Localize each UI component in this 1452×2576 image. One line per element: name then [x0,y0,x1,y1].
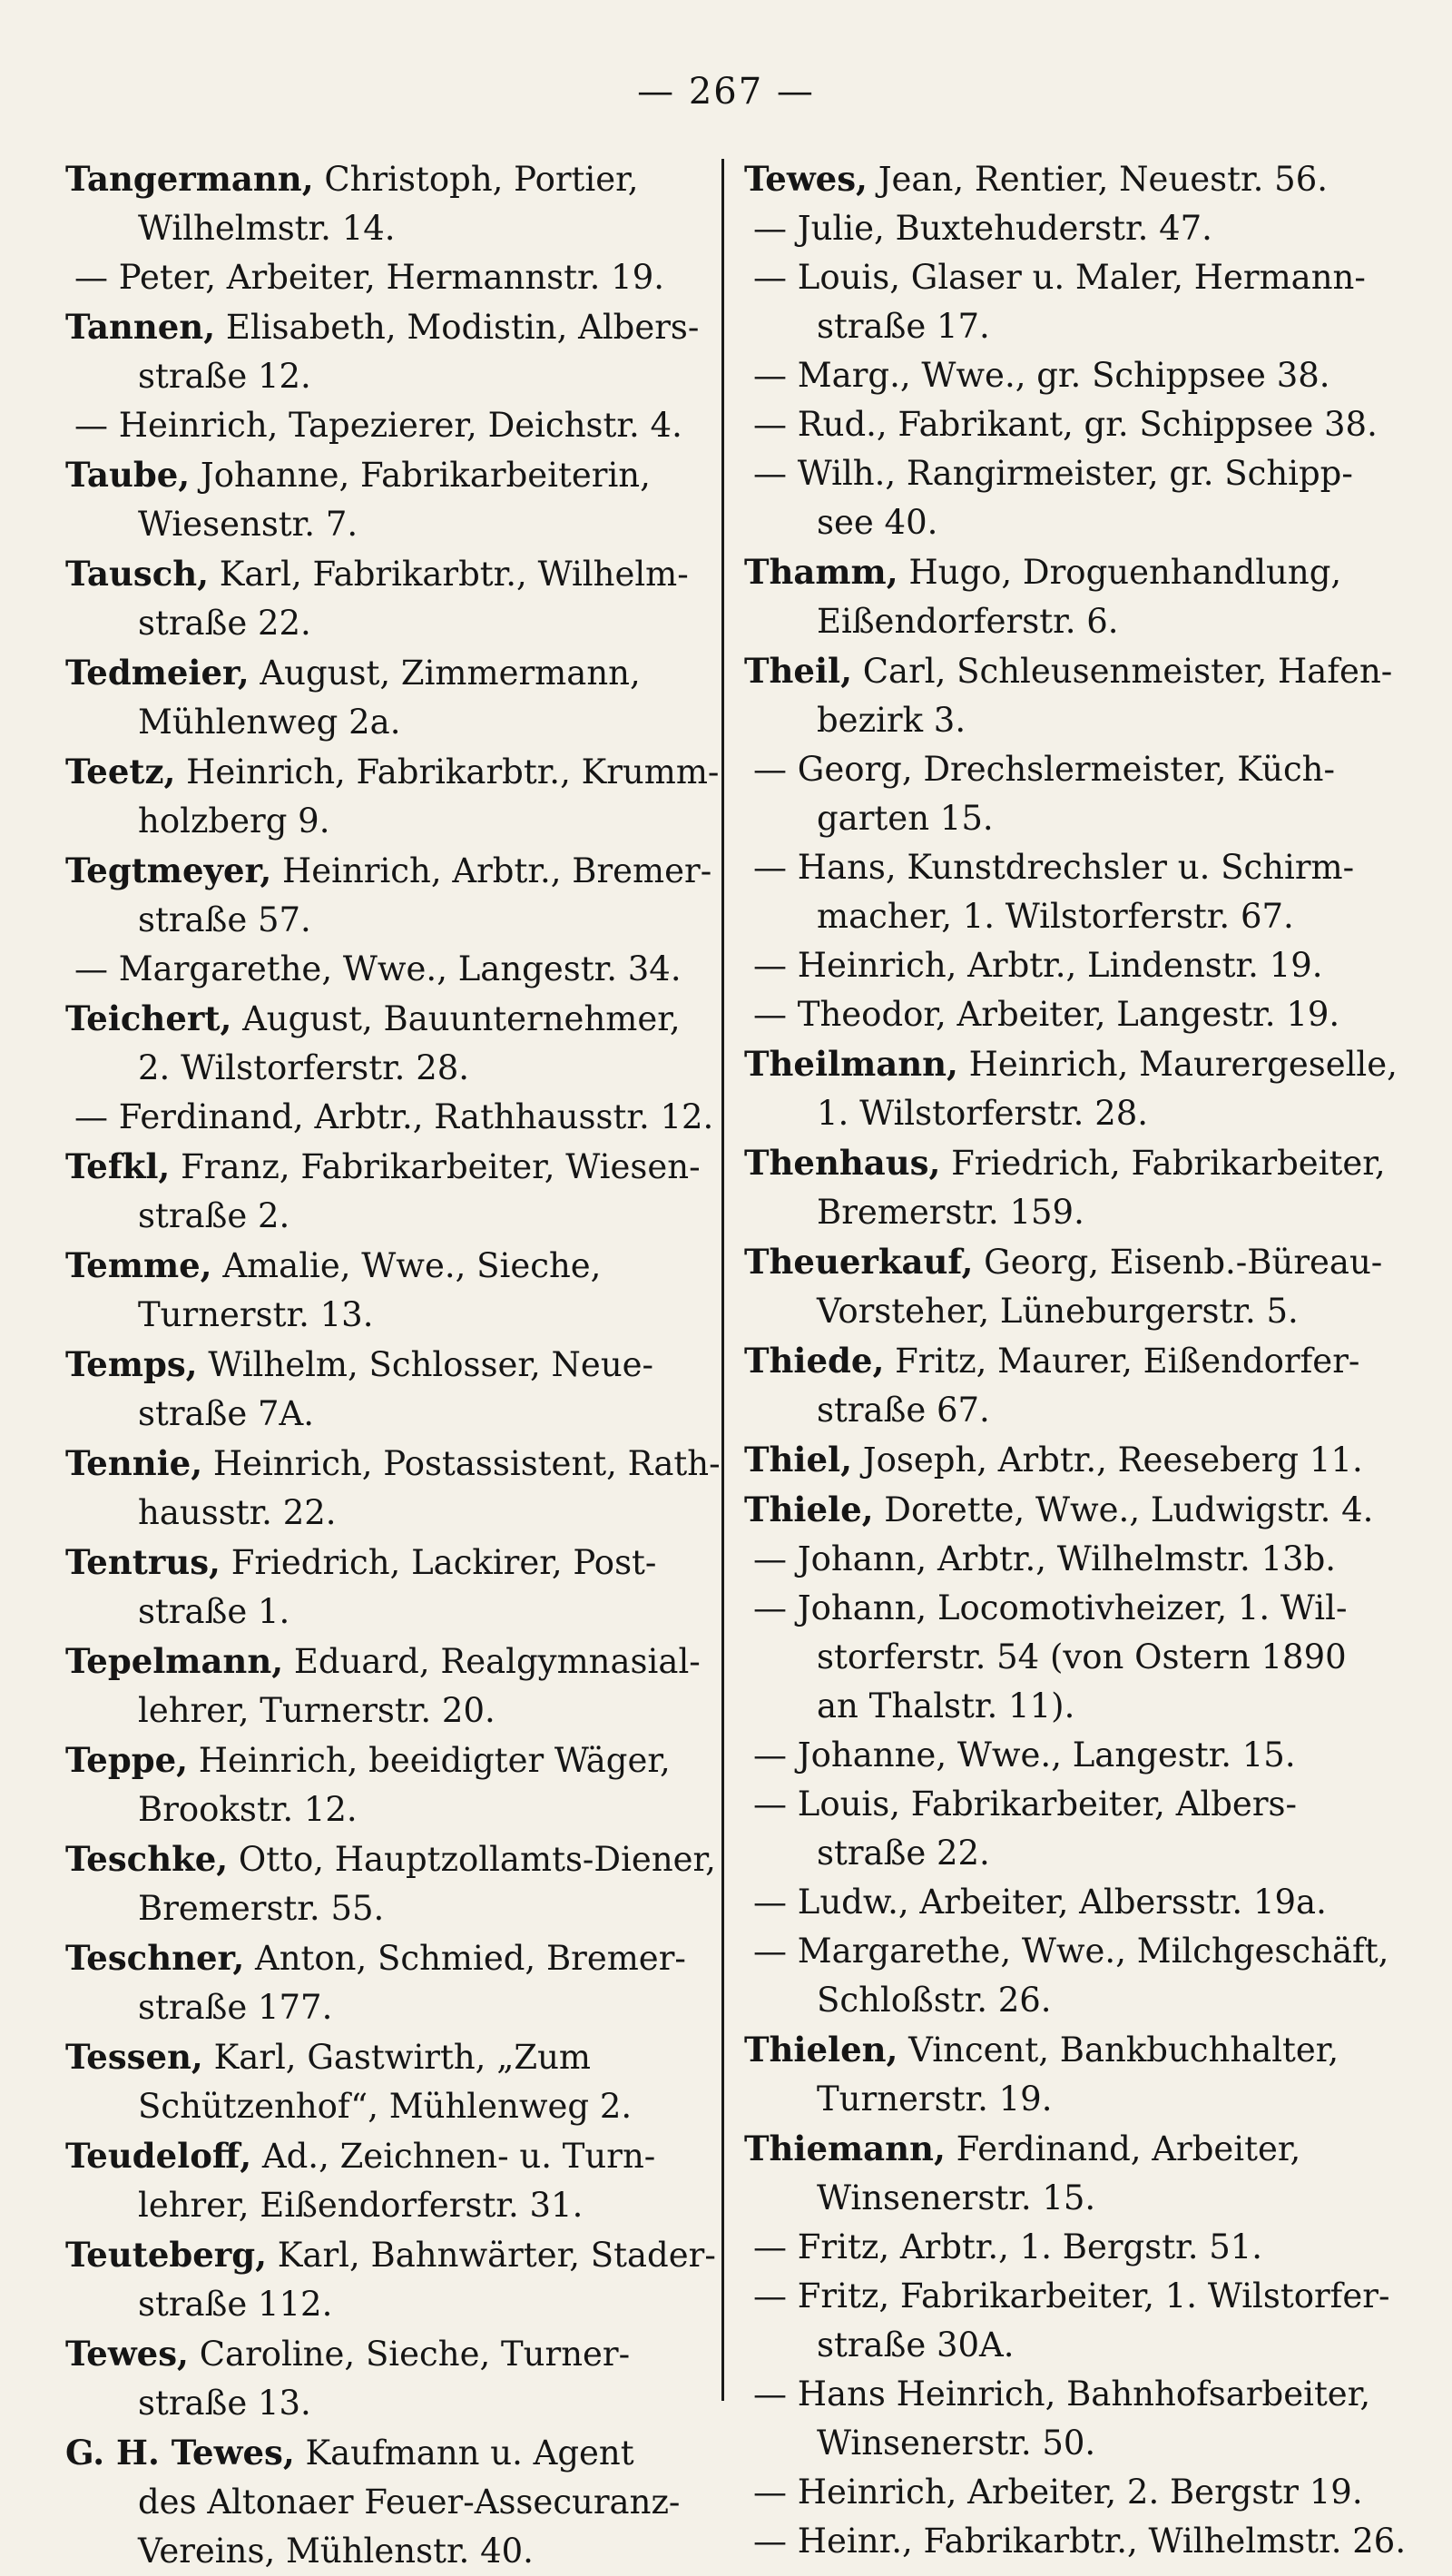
entry-surname: G. H. Tewes, [65,2433,295,2473]
directory-entry [65,401,719,450]
entry-details: Karl, Gastwirth, „Zum [202,2038,591,2077]
entry-details: Friedrich, Lackirer, Post- [220,1543,657,1582]
directory-entry [65,2230,719,2329]
directory-entry [65,994,719,1093]
entry-details: Heinrich, Fabrikarbtr., Krumm- [175,752,720,791]
entry-line [744,1336,1398,1386]
entry-line [65,302,719,352]
directory-entry [744,2124,1398,2223]
entry-continuation-line: Turnerstr. 19. [817,2079,1053,2119]
entry-details: Heinrich, Maurergeselle, [957,1045,1398,1084]
directory-entry [65,1093,719,1142]
entry-continuation-line: Brookstr. 12. [138,1790,358,1829]
directory-entry [744,745,1398,843]
entry-line: — Rud., Fabrikant, gr. Schippsee 38. [753,405,1378,444]
entry-line: — Marg., Wwe., gr. Schippsee 38. [753,356,1330,395]
entry-line: — Heinrich, Arbeiter, 2. Bergstr 19. [753,2473,1363,2512]
entry-line: — Heinrich, Arbtr., Lindenstr. 19. [753,946,1323,985]
entry-line: — Louis, Glaser u. Maler, Hermann- [753,258,1366,297]
directory-entry [744,2272,1398,2370]
entry-details: Joseph, Arbtr., Reeseberg 11. [851,1440,1363,1480]
entry-surname: Tausch, [65,554,210,594]
entry-details: Heinrich, beeidigter Wäger, [188,1741,671,1780]
entry-line [744,2124,1398,2174]
entry-surname: Taube, [65,455,191,495]
entry-surname: Tepelmann, [65,1641,284,1681]
entry-line [65,154,719,204]
entry-line: — Johann, Arbtr., Wilhelmstr. 13b. [753,1539,1337,1578]
entry-line: — Margarethe, Wwe., Milchgeschäft, [753,1932,1389,1971]
entry-surname: Thiemann, [744,2129,946,2168]
directory-entry [65,1735,719,1834]
directory-entry [744,843,1398,941]
entry-details: Heinrich, Arbtr., Bremer- [271,851,712,890]
directory-entry [744,2468,1398,2517]
entry-line [65,846,719,896]
directory-entry [65,253,719,302]
entry-details: Karl, Bahnwärter, Stader- [267,2236,716,2275]
entry-details: Johanne, Fabrikarbeiterin, [190,456,651,495]
entry-line [65,1241,719,1291]
entry-line: — Ludw., Arbeiter, Albersstr. 19a. [753,1883,1327,1922]
entry-continuation-line: straße 17. [817,307,990,346]
entry-surname: Theilmann, [744,1044,958,1084]
entry-details: Dorette, Wwe., Ludwigstr. 4. [873,1490,1374,1529]
entry-line: — Heinr., Fabrikarbtr., Wilhelmstr. 26. [753,2522,1407,2561]
directory-entry [744,2370,1398,2468]
directory-entry [744,1138,1398,1237]
directory-entry [65,2428,719,2576]
directory-entry [65,154,719,253]
entry-continuation-line: hausstr. 22. [138,1493,337,1532]
entry-line: — Johann, Locomotivheizer, 1. Wil- [753,1588,1348,1627]
entry-continuation-line: Eißendorferstr. 6. [817,602,1119,641]
entry-continuation-line: straße 22. [138,604,311,643]
entry-continuation-line: lehrer, Eißendorferstr. 31. [138,2186,584,2225]
left-column [65,154,719,2576]
directory-entry [65,2131,719,2230]
entry-continuation-line: an Thalstr. 11). [817,1686,1075,1726]
directory-entry [744,941,1398,990]
entry-line [744,1138,1398,1188]
directory-entry [744,2223,1398,2272]
directory-entry [744,253,1398,351]
entry-line [65,1142,719,1192]
entry-surname: Thiel, [744,1440,852,1480]
directory-entry [744,2025,1398,2124]
entry-line [65,450,719,500]
entry-surname: Temps, [65,1344,198,1384]
entry-line [744,2025,1398,2075]
directory-entry [744,646,1398,745]
entry-surname: Tewes, [65,2334,189,2374]
entry-surname: Tangermann, [65,159,314,199]
page-number: — 267 — [637,71,815,113]
entry-surname: Teudeloff, [65,2136,252,2176]
entry-line: — Ferdinand, Arbtr., Rathhausstr. 12. [74,1097,714,1136]
entry-continuation-line: Bremerstr. 55. [138,1889,385,1928]
entry-details: Amalie, Wwe., Sieche, [211,1246,602,1285]
entry-continuation-line: straße 12. [138,357,311,396]
directory-entry [744,1485,1398,1535]
entry-details: Vincent, Bankbuchhalter, [898,2030,1339,2070]
entry-continuation-line: straße 177. [138,1988,333,2027]
entry-surname: Thiede, [744,1341,885,1381]
entry-continuation-line: straße 30A. [817,2325,1015,2365]
directory-entry [744,1039,1398,1138]
entry-details: August, Bauunternehmer, [231,999,681,1038]
entry-line [65,1735,719,1785]
entry-details: Wilhelm, Schlosser, Neue- [197,1345,654,1384]
entry-line: — Louis, Fabrikarbeiter, Albers- [753,1785,1298,1824]
entry-line [65,1538,719,1588]
entry-line: — Heinrich, Tapezierer, Deichstr. 4. [74,406,682,445]
directory-entry [65,648,719,747]
entry-line: — Georg, Drechslermeister, Küch- [753,750,1336,789]
entry-line [65,2428,719,2478]
entry-surname: Tefkl, [65,1146,171,1186]
directory-entry [744,1237,1398,1336]
entry-line [65,1637,719,1686]
directory-entry [65,1538,719,1637]
directory-entry [744,1731,1398,1780]
entry-line [65,994,719,1044]
entry-surname: Tegtmeyer, [65,850,272,890]
entry-details: Heinrich, Postassistent, Rath- [202,1444,721,1483]
directory-entry [65,2329,719,2428]
directory-entry [744,1535,1398,1584]
entry-surname: Tedmeier, [65,653,250,693]
directory-entry [65,1241,719,1340]
entry-line [744,1435,1398,1485]
entry-line [744,154,1398,204]
entry-continuation-line: des Altonaer Feuer-Assecuranz- [138,2483,681,2522]
entry-line [65,2032,719,2082]
entry-continuation-line: straße 1. [138,1592,290,1631]
entry-continuation-line: lehrer, Turnerstr. 20. [138,1691,495,1730]
entry-details: Karl, Fabrikarbtr., Wilhelm- [209,555,689,594]
entry-line [65,1834,719,1884]
entry-line: — Margarethe, Wwe., Langestr. 34. [74,949,682,988]
entry-surname: Tennie, [65,1443,203,1483]
entry-surname: Teichert, [65,998,232,1038]
entry-surname: Tewes, [744,159,868,199]
entry-continuation-line: Winsenerstr. 50. [817,2424,1096,2463]
directory-entry [744,1336,1398,1435]
entry-details: Georg, Eisenb.-Büreau- [973,1243,1383,1282]
entry-continuation-line: Vorsteher, Lüneburgerstr. 5. [817,1292,1299,1331]
entry-surname: Thiele, [744,1490,874,1529]
entry-continuation-line: 1. Wilstorferstr. 28. [817,1094,1149,1133]
entry-surname: Teetz, [65,752,176,791]
entry-surname: Thamm, [744,552,898,592]
directory-entry [744,547,1398,646]
directory-entry [65,2032,719,2131]
entry-line: — Theodor, Arbeiter, Langestr. 19. [753,995,1340,1034]
entry-line [65,2131,719,2181]
entry-details: Christoph, Portier, [313,160,639,199]
entry-details: Ferdinand, Arbeiter, [945,2129,1301,2168]
entry-continuation-line: straße 2. [138,1196,290,1235]
entry-details: Jean, Rentier, Neuestr. 56. [867,160,1329,199]
entry-continuation-line: straße 7A. [138,1394,314,1433]
entry-details: Hugo, Droguenhandlung, [898,553,1342,592]
entry-details: Eduard, Realgymnasial- [283,1642,701,1681]
entry-continuation-line: Turnerstr. 13. [138,1295,374,1334]
entry-line [65,747,719,797]
entry-line [65,2329,719,2379]
entry-continuation-line: macher, 1. Wilstorferstr. 67. [817,897,1294,936]
entry-continuation-line: garten 15. [817,799,994,838]
entry-continuation-line: Bremerstr. 159. [817,1193,1084,1232]
directory-entry [744,449,1398,547]
entry-continuation-line: see 40. [817,503,938,542]
entry-continuation-line: straße 13. [138,2384,311,2423]
entry-details: Carl, Schleusenmeister, Hafen- [851,652,1393,691]
entry-surname: Temme, [65,1245,212,1285]
entry-continuation-line: Schloßstr. 26. [817,1981,1052,2020]
entry-continuation-line: Mühlenweg 2a. [138,703,401,742]
entry-line [65,1933,719,1983]
entry-details: Elisabeth, Modistin, Albers- [215,308,700,347]
directory-entry [65,1637,719,1735]
directory-entry [65,846,719,945]
entry-continuation-line: Wiesenstr. 7. [138,505,358,544]
entry-line [744,1485,1398,1535]
entry-line: — Julie, Buxtehuderstr. 47. [753,209,1212,248]
entry-surname: Theuerkauf, [744,1242,974,1282]
directory-entry [65,1340,719,1439]
entry-line: — Hans Heinrich, Bahnhofsarbeiter, [753,2374,1371,2414]
entry-continuation-line: straße 22. [817,1834,990,1873]
directory-entry [65,302,719,401]
entry-details: August, Zimmermann, [249,654,641,693]
entry-details: Otto, Hauptzollamts-Diener, [228,1840,716,1879]
entry-surname: Theil, [744,651,852,691]
directory-entry [744,400,1398,449]
directory-entry [65,1834,719,1933]
entry-line [65,1439,719,1489]
directory-entry [744,990,1398,1039]
entry-line: — Peter, Arbeiter, Hermannstr. 19. [74,258,665,297]
entry-details: Fritz, Maurer, Eißendorfer- [884,1342,1360,1381]
entry-surname: Thielen, [744,2030,898,2070]
entry-line [744,1039,1398,1089]
entry-surname: Tentrus, [65,1542,221,1582]
entry-details: Kaufmann u. Agent [294,2433,634,2473]
directory-entry [744,1584,1398,1731]
directory-entry [65,1142,719,1241]
entry-continuation-line: straße 112. [138,2285,333,2324]
entry-details: Franz, Fabrikarbeiter, Wiesen- [170,1147,701,1186]
entry-line: — Fritz, Arbtr., 1. Bergstr. 51. [753,2227,1263,2266]
entry-surname: Teppe, [65,1740,188,1780]
entry-continuation-line: bezirk 3. [817,701,966,740]
entry-line: — Fritz, Fabrikarbeiter, 1. Wilstorfer- [753,2276,1390,2315]
entry-line [65,2230,719,2280]
entry-continuation-line: Winsenerstr. 15. [817,2178,1096,2217]
right-column [744,154,1407,2566]
entry-continuation-line: Schützenhof“, Mühlenweg 2. [138,2087,633,2126]
entry-surname: Teuteberg, [65,2235,268,2275]
directory-entry [65,549,719,648]
directory-entry [65,945,719,994]
entry-continuation-line: storferstr. 54 (von Ostern 1890 [817,1637,1347,1676]
directory-entry [744,154,1398,204]
entry-line [65,1340,719,1390]
entry-line [744,547,1398,597]
directory-entry [65,1439,719,1538]
directory-entry [744,1927,1398,2025]
entry-surname: Teschner, [65,1938,245,1978]
directory-entry [744,204,1398,253]
directory-entry [744,1780,1398,1878]
directory-entry [744,2517,1407,2566]
entry-details: Friedrich, Fabrikarbeiter, [940,1144,1386,1183]
entry-line [744,646,1398,696]
directory-entry [744,1435,1398,1485]
entry-surname: Tessen, [65,2037,203,2077]
entry-details: Caroline, Sieche, Turner- [188,2335,631,2374]
entry-line [65,549,719,599]
column-divider [721,159,724,2401]
entry-line [744,1237,1398,1287]
entry-line: — Wilh., Rangirmeister, gr. Schipp- [753,454,1353,493]
directory-entry [65,1933,719,2032]
entry-continuation-line: straße 57. [138,900,311,939]
entry-line: — Johanne, Wwe., Langestr. 15. [753,1735,1296,1775]
entry-continuation-line: holzberg 9. [138,801,330,841]
entry-line: — Hans, Kunstdrechsler u. Schirm- [753,848,1355,887]
entry-surname: Teschke, [65,1839,229,1879]
entry-details: Anton, Schmied, Bremer- [244,1939,686,1978]
directory-entry [744,351,1398,400]
entry-line [65,648,719,698]
entry-surname: Thenhaus, [744,1143,941,1183]
directory-entry [65,747,719,846]
directory-entry [65,450,719,549]
directory-entry [744,1878,1398,1927]
entry-continuation-line: Vereins, Mühlenstr. 40. [138,2532,534,2571]
entry-continuation-line: 2. Wilstorferstr. 28. [138,1048,470,1087]
entry-continuation-line: Wilhelmstr. 14. [138,209,396,248]
entry-surname: Tannen, [65,307,216,347]
entry-details: Ad., Zeichnen- u. Turn- [251,2137,656,2176]
entry-continuation-line: straße 67. [817,1391,990,1430]
